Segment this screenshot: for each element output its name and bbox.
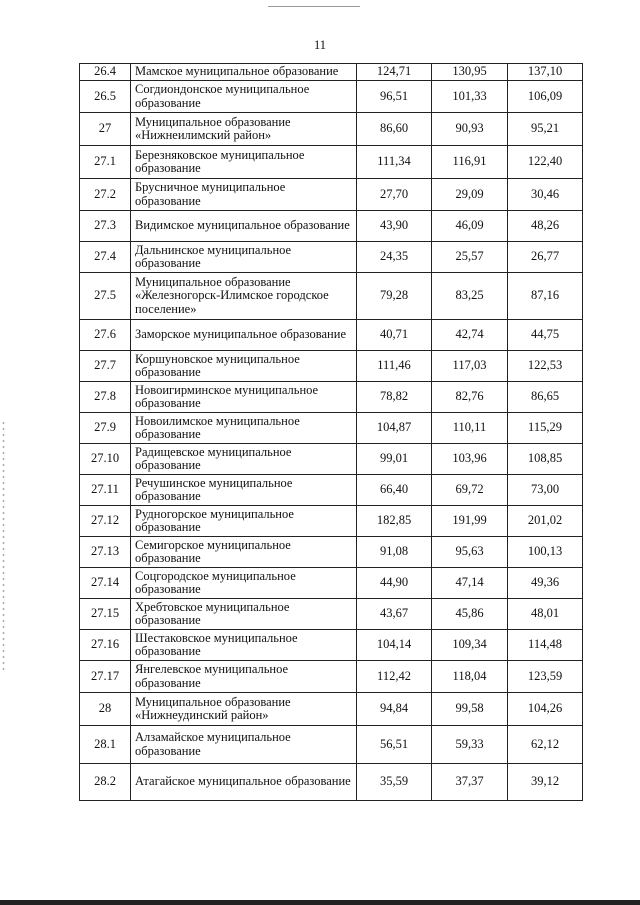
row-number: 26.4 [80,64,131,81]
table-row [80,320,583,351]
row-number: 27.17 [80,661,131,693]
value-col-1: 86,60 [357,113,432,146]
value-col-1: 124,71 [357,64,432,81]
value-col-1: 182,85 [357,506,432,537]
row-number: 27.13 [80,537,131,568]
value-col-2: 99,58 [432,693,508,726]
value-col-3: 48,26 [508,211,583,242]
table-row [80,506,583,537]
value-col-3: 122,53 [508,351,583,382]
value-col-2: 82,76 [432,382,508,413]
row-number: 27.16 [80,630,131,661]
row-number: 28.1 [80,726,131,764]
municipality-name: Рудногорское муниципальное образование [131,506,357,537]
row-number: 27.1 [80,146,131,179]
row-number: 27.14 [80,568,131,599]
value-col-1: 96,51 [357,81,432,113]
table-row [80,64,583,81]
table-row [80,661,583,693]
value-col-3: 137,10 [508,64,583,81]
value-col-3: 87,16 [508,273,583,320]
value-col-3: 48,01 [508,599,583,630]
table-row [80,242,583,273]
value-col-3: 106,09 [508,81,583,113]
municipality-name: Березняковское муниципальное образование [131,146,357,179]
value-col-1: 111,34 [357,146,432,179]
value-col-3: 44,75 [508,320,583,351]
value-col-3: 104,26 [508,693,583,726]
scan-bottom-edge [0,900,640,905]
value-col-3: 62,12 [508,726,583,764]
value-col-2: 110,11 [432,413,508,444]
value-col-1: 111,46 [357,351,432,382]
value-col-1: 24,35 [357,242,432,273]
value-col-2: 59,33 [432,726,508,764]
value-col-1: 35,59 [357,764,432,801]
municipality-name: Коршуновское муниципальное образование [131,351,357,382]
value-col-2: 117,03 [432,351,508,382]
value-col-3: 86,65 [508,382,583,413]
scan-edge-dots [2,420,5,670]
page-number: 11 [313,38,327,52]
row-number: 27.3 [80,211,131,242]
value-col-1: 56,51 [357,726,432,764]
municipality-name: Речушинское муниципальное образование [131,475,357,506]
table-row [80,146,583,179]
value-col-2: 83,25 [432,273,508,320]
value-col-2: 116,91 [432,146,508,179]
value-col-3: 122,40 [508,146,583,179]
table-row [80,475,583,506]
value-col-1: 27,70 [357,179,432,211]
value-col-3: 100,13 [508,537,583,568]
row-number: 28 [80,693,131,726]
row-number: 27.10 [80,444,131,475]
table-row [80,599,583,630]
value-col-1: 112,42 [357,661,432,693]
value-col-2: 103,96 [432,444,508,475]
municipality-name: Дальнинское муниципальное образование [131,242,357,273]
table-row [80,726,583,764]
value-col-2: 42,74 [432,320,508,351]
value-col-1: 99,01 [357,444,432,475]
value-col-3: 108,85 [508,444,583,475]
municipality-name: Согдиондонское муниципальное образование [131,81,357,113]
value-col-2: 37,37 [432,764,508,801]
value-col-2: 109,34 [432,630,508,661]
municipality-name: Соцгородское муниципальное образование [131,568,357,599]
value-col-1: 40,71 [357,320,432,351]
tariff-table [79,63,583,801]
row-number: 27.4 [80,242,131,273]
municipality-name: Заморское муниципальное образование [131,320,357,351]
value-col-3: 201,02 [508,506,583,537]
table-row [80,693,583,726]
municipality-name: Новоилимское муниципальное образование [131,413,357,444]
table-row [80,211,583,242]
row-number: 27.5 [80,273,131,320]
value-col-2: 191,99 [432,506,508,537]
value-col-1: 43,67 [357,599,432,630]
table-row [80,444,583,475]
table-row [80,113,583,146]
municipality-name: Брусничное муниципальное образование [131,179,357,211]
table-row [80,81,583,113]
row-number: 27.7 [80,351,131,382]
municipality-name: Муниципальное образование «Нижнеудинский район» [131,693,357,726]
table-row [80,273,583,320]
row-number: 27.9 [80,413,131,444]
table-row [80,537,583,568]
value-col-1: 43,90 [357,211,432,242]
value-col-2: 25,57 [432,242,508,273]
row-number: 27.6 [80,320,131,351]
table-row [80,568,583,599]
row-number: 27.15 [80,599,131,630]
value-col-2: 90,93 [432,113,508,146]
row-number: 27.2 [80,179,131,211]
value-col-1: 79,28 [357,273,432,320]
value-col-2: 118,04 [432,661,508,693]
value-col-3: 49,36 [508,568,583,599]
table-body [80,64,583,801]
municipality-name: Муниципальное образование «Нижнеилимский район» [131,113,357,146]
value-col-3: 115,29 [508,413,583,444]
municipality-name: Новоигирминское муниципальное образование [131,382,357,413]
value-col-2: 47,14 [432,568,508,599]
value-col-1: 66,40 [357,475,432,506]
value-col-1: 94,84 [357,693,432,726]
row-number: 27.8 [80,382,131,413]
value-col-1: 104,14 [357,630,432,661]
value-col-1: 91,08 [357,537,432,568]
table-row [80,382,583,413]
value-col-1: 78,82 [357,382,432,413]
table-row [80,179,583,211]
table-row [80,413,583,444]
value-col-2: 130,95 [432,64,508,81]
table-row [80,630,583,661]
municipality-name: Атагайское муниципальное образование [131,764,357,801]
value-col-2: 69,72 [432,475,508,506]
municipality-name: Хребтовское муниципальное образование [131,599,357,630]
row-number: 26.5 [80,81,131,113]
value-col-3: 114,48 [508,630,583,661]
municipality-name: Мамское муниципальное образование [131,64,357,81]
value-col-2: 101,33 [432,81,508,113]
municipality-name: Шестаковское муниципальное образование [131,630,357,661]
value-col-2: 46,09 [432,211,508,242]
value-col-2: 95,63 [432,537,508,568]
row-number: 27.11 [80,475,131,506]
top-rule [268,6,360,7]
municipality-name: Видимское муниципальное образование [131,211,357,242]
value-col-3: 39,12 [508,764,583,801]
value-col-3: 123,59 [508,661,583,693]
municipality-name: Янгелевское муниципальное образование [131,661,357,693]
municipality-name: Радищевское муниципальное образование [131,444,357,475]
value-col-1: 44,90 [357,568,432,599]
table-row [80,764,583,801]
value-col-3: 30,46 [508,179,583,211]
value-col-2: 45,86 [432,599,508,630]
table-row [80,351,583,382]
municipality-name: Муниципальное образование «Железногорск-Илимское городское поселение» [131,273,357,320]
row-number: 27.12 [80,506,131,537]
row-number: 27 [80,113,131,146]
value-col-3: 73,00 [508,475,583,506]
municipality-name: Семигорское муниципальное образование [131,537,357,568]
municipality-name: Алзамайское муниципальное образование [131,726,357,764]
value-col-3: 26,77 [508,242,583,273]
value-col-2: 29,09 [432,179,508,211]
row-number: 28.2 [80,764,131,801]
value-col-1: 104,87 [357,413,432,444]
value-col-3: 95,21 [508,113,583,146]
